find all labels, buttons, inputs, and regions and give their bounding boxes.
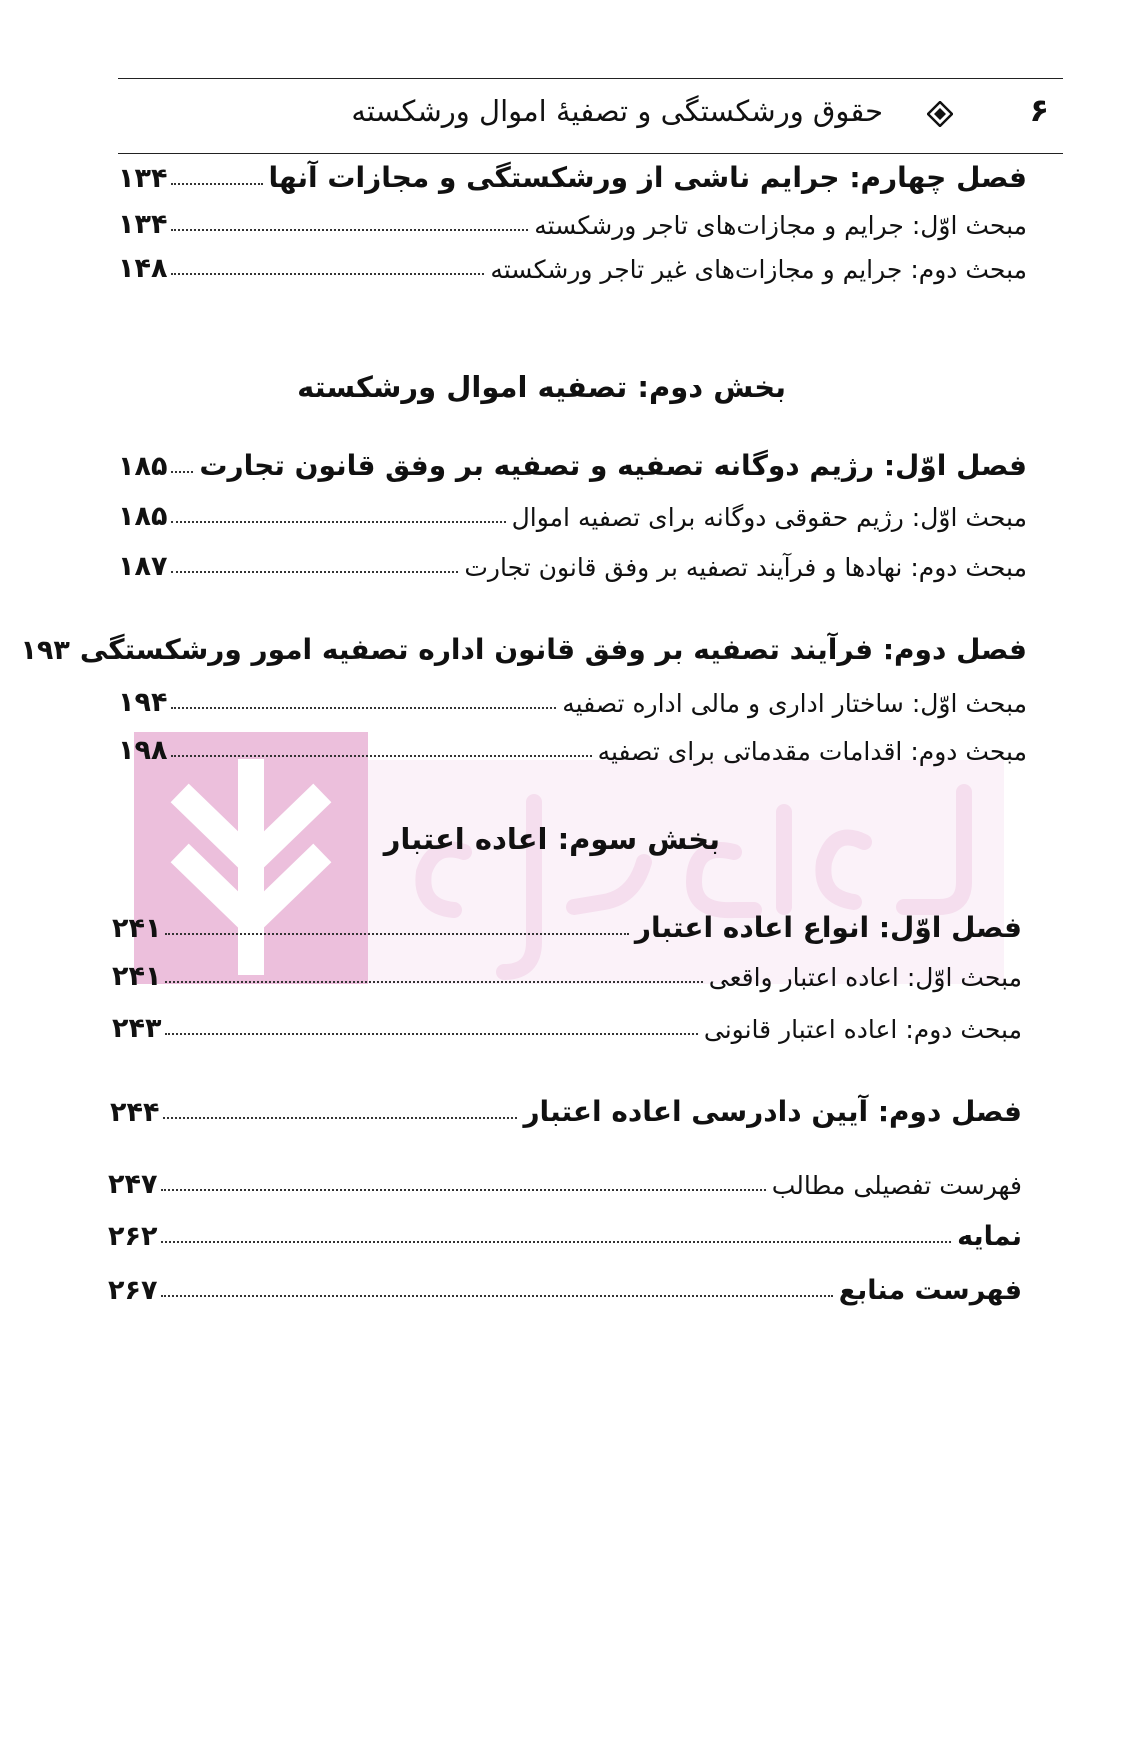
toc-page-number: ۲۴۴ <box>110 1097 160 1128</box>
leader-dots <box>161 1241 951 1243</box>
toc-entry-title: فهرست منابع <box>838 1275 1022 1306</box>
toc-page-number: ۲۴۳ <box>112 1013 162 1044</box>
toc-entry-title: مبحث اوّل: جرایم و مجازات‌های تاجر ورشکسته <box>534 211 1027 240</box>
toc-entry-section <box>112 948 1022 992</box>
toc-page-number: ۱۸۷ <box>118 551 168 582</box>
leader-dots <box>165 1033 697 1035</box>
toc-entry-section <box>118 488 1027 532</box>
toc-page-number: ۱۳۴ <box>118 209 168 240</box>
leader-dots <box>161 1295 832 1297</box>
toc-entry-chapter <box>118 150 1027 194</box>
leader-dots <box>163 1117 517 1119</box>
toc-entry-title: فصل اوّل: انواع اعاده اعتبار <box>634 911 1022 944</box>
toc-page-number: ۱۹۳ <box>20 635 70 666</box>
toc-entry-section <box>118 240 1027 284</box>
leader-dots <box>165 933 628 935</box>
diamond-ornament-icon <box>927 101 953 127</box>
toc-entry-title: نمایه <box>957 1221 1022 1252</box>
leader-dots <box>165 981 702 983</box>
part-heading: بخش دوم: تصفیه اموال ورشکسته <box>297 370 786 404</box>
running-header-title: حقوق ورشکستگی و تصفیهٔ اموال ورشکسته <box>351 94 883 128</box>
toc-entry-chapter <box>118 438 1027 482</box>
toc-page-number: ۱۳۴ <box>118 163 168 194</box>
toc-entry-backmatter <box>108 1262 1022 1306</box>
toc-entry-backmatter <box>108 1156 1022 1200</box>
publisher-watermark-logo <box>134 732 1004 984</box>
toc-entry-section <box>118 674 1027 718</box>
toc-entry-title: مبحث اوّل: ساختار اداری و مالی اداره تصفیه <box>562 689 1027 718</box>
toc-page-number: ۱۴۸ <box>118 253 168 284</box>
toc-page-number: ۲۶۲ <box>108 1221 158 1252</box>
toc-entry-chapter <box>112 900 1022 944</box>
leader-dots <box>171 273 484 275</box>
leader-dots <box>171 755 591 757</box>
leader-dots <box>171 571 458 573</box>
toc-entry-chapter <box>20 622 1027 666</box>
leader-dots <box>171 471 193 473</box>
toc-entry-section <box>118 722 1027 766</box>
toc-entry-title: مبحث دوم: اعاده اعتبار قانونی <box>703 1015 1022 1044</box>
toc-entry-title: فصل دوم: فرآیند تصفیه بر وفق قانون اداره تصفیه امور ورشکستگی <box>79 633 1027 666</box>
toc-page-number: ۲۶۷ <box>108 1275 158 1306</box>
toc-entry-title: مبحث دوم: نهادها و فرآیند تصفیه بر وفق قانون تجارت <box>464 553 1027 582</box>
page-number: ۶ <box>1029 91 1049 129</box>
toc-entry-title: فصل چهارم: جرایم ناشی از ورشکستگی و مجازات آنها <box>268 161 1027 194</box>
toc-page-number: ۱۸۵ <box>118 451 168 482</box>
leader-dots <box>171 521 505 523</box>
toc-entry-section <box>118 196 1027 240</box>
toc-page-number: ۱۹۴ <box>118 687 168 718</box>
toc-entry-section <box>112 1000 1022 1044</box>
leader-dots <box>161 1189 765 1191</box>
toc-page-number: ۲۴۷ <box>108 1169 158 1200</box>
toc-page-number: ۱۹۸ <box>118 735 168 766</box>
leader-dots <box>171 229 528 231</box>
toc-entry-chapter <box>110 1084 1022 1128</box>
toc-entry-title: فصل اوّل: رژیم دوگانه تصفیه و تصفیه بر وفق قانون تجارت <box>199 449 1027 482</box>
toc-page-number: ۲۴۱ <box>112 961 162 992</box>
toc-entry-section <box>118 538 1027 582</box>
toc-page-number: ۱۸۵ <box>118 501 168 532</box>
toc-entry-title: مبحث اوّل: رژیم حقوقی دوگانه برای تصفیه اموال <box>511 503 1027 532</box>
toc-entry-title: مبحث دوم: اقدامات مقدماتی برای تصفیه <box>597 737 1027 766</box>
leader-dots <box>171 183 262 185</box>
toc-entry-backmatter <box>108 1208 1022 1252</box>
leader-dots <box>171 707 556 709</box>
page-header <box>118 78 1063 154</box>
toc-entry-title: مبحث اوّل: اعاده اعتبار واقعی <box>708 963 1022 992</box>
toc-entry-title: فهرست تفصیلی مطالب <box>771 1171 1022 1200</box>
part-heading: بخش سوم: اعاده اعتبار <box>383 822 720 856</box>
toc-page-number: ۲۴۱ <box>112 913 162 944</box>
toc-entry-title: فصل دوم: آیین دادرسی اعاده اعتبار <box>523 1095 1022 1128</box>
toc-entry-title: مبحث دوم: جرایم و مجازات‌های غیر تاجر ورشکسته <box>490 255 1027 284</box>
